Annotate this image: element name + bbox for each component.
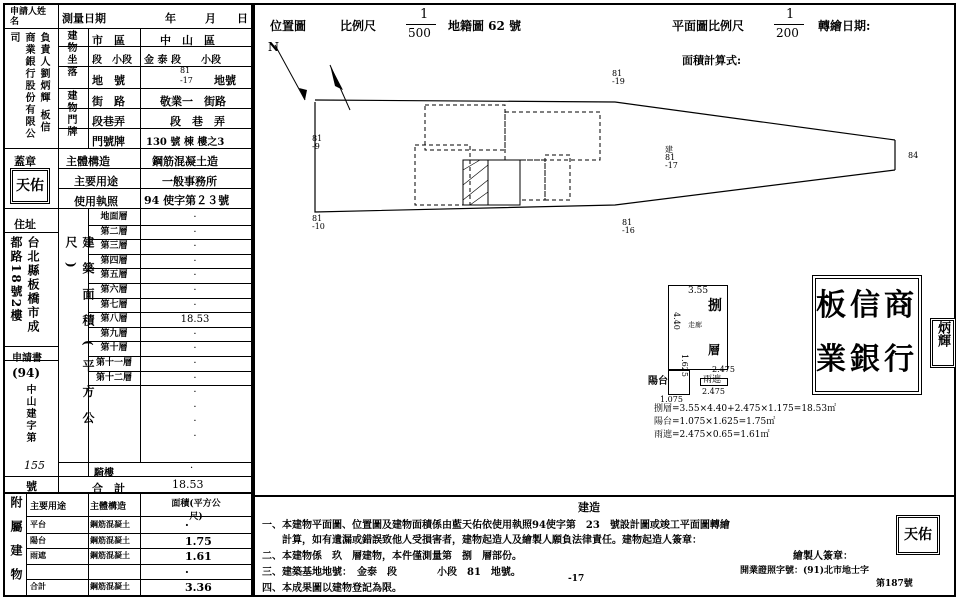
floor-label: 第二層	[100, 226, 128, 237]
annex-header-area: 面積(平方公尺)	[171, 499, 221, 522]
formula-3: 雨遮=2.475×0.65=1.61㎡	[654, 430, 770, 440]
scale-denominator: 500	[408, 26, 431, 40]
small-seal-text: 天佑	[904, 527, 932, 543]
lot-label: 地 號	[92, 74, 125, 87]
plan-dim-b2: 2.475	[712, 365, 735, 374]
north-arrow-head	[299, 88, 307, 100]
floor-label: 第三層	[100, 241, 128, 252]
floor-value: ·	[193, 226, 197, 238]
lot-boundary-bottom	[315, 102, 895, 212]
annex-use: 合計	[30, 581, 46, 591]
building-outline-3	[415, 145, 470, 205]
plan-dim-top: 3.55	[688, 286, 709, 296]
extra-floor-value: ·	[193, 401, 197, 413]
floor-label: 第七層	[100, 299, 128, 310]
extra-floor-value: ·	[193, 416, 197, 428]
floor-value: ·	[193, 285, 197, 296]
floor-label: 第十二層	[95, 372, 132, 383]
address-label: 住址	[14, 218, 36, 231]
street-label: 街 路	[92, 95, 125, 108]
plan-use: 走廊	[688, 321, 702, 329]
floor-label: 第六層	[100, 285, 128, 295]
plan-dim-b4: 2.475	[702, 387, 725, 396]
apply-handwritten: 155	[24, 459, 45, 472]
area-calc-title: 面積計算式:	[682, 54, 742, 67]
lot-label-84: 84	[908, 151, 919, 160]
annex-area: 1.75	[185, 534, 212, 548]
floor-value: ·	[193, 299, 197, 311]
floor-label: 第五層	[100, 270, 128, 281]
formula-2: 陽台=1.075×1.625=1.75㎡	[654, 417, 776, 427]
apply-suffix: 號	[26, 480, 37, 493]
floor-value: ·	[193, 358, 197, 369]
lot-label-81-19: 81 -19	[612, 69, 625, 86]
annex-use: 陽台	[30, 534, 46, 545]
lot-number: 81	[180, 66, 191, 75]
annex-area: 1.61	[185, 550, 212, 563]
section-value: 金 泰 段 小段	[144, 55, 221, 66]
lot-boundary-top	[315, 100, 895, 140]
drawer-signature: 繪製人簽章：	[793, 551, 853, 562]
lane-label: 段巷弄	[92, 115, 125, 128]
note-1b: 計算，如有遺漏或錯誤致他人受損害者，建物起造人及繪製人願負法律責任。建物起造人簽章：	[282, 535, 702, 546]
location-label: 建物坐落	[65, 30, 76, 78]
location-map-title: 位置圖	[270, 19, 307, 33]
structure-value: 鋼筋混凝土造	[152, 155, 218, 168]
lot-sub: -17	[180, 76, 193, 85]
floor-value: ·	[193, 212, 197, 223]
annex-area: 3.36	[185, 581, 212, 594]
floor-label: 第九層	[100, 328, 128, 339]
floor-plan-scale-title: 平面圖比例尺	[672, 19, 745, 33]
bank-seal	[812, 275, 922, 395]
cert-number-2: 第187號	[876, 579, 913, 589]
annex-use: 雨遮	[30, 550, 46, 560]
date-year-label: 年	[165, 12, 176, 25]
note-2: 二、本建物係 玖 層建物，本件僅測量第 捌 層部份。	[262, 551, 522, 562]
bank-seal-text: 板信商業銀行	[816, 288, 918, 377]
annex-area: ·	[185, 565, 189, 579]
total-value: 18.53	[172, 478, 204, 491]
permit-label: 使用執照	[74, 195, 118, 208]
building-unit-2	[488, 160, 520, 205]
small-seal	[896, 515, 940, 555]
applicant-label: 申請人姓名	[10, 7, 47, 27]
number-value: 130 號 棟 樓之3	[146, 137, 225, 148]
district-name: 中 山 區	[160, 34, 215, 47]
city-district-label: 市 區	[92, 34, 125, 47]
survey-date-label: 測量日期	[62, 12, 106, 25]
building-outline-1	[425, 105, 505, 150]
floor-label: 地面層	[100, 212, 128, 222]
annex-struct: 鋼筋混凝土	[90, 581, 130, 591]
use-value: 一般事務所	[162, 175, 217, 188]
plan-balcony-label: 陽台	[648, 376, 668, 387]
annex-header-struct: 主體構造	[90, 502, 127, 512]
total-label: 合 計	[92, 482, 125, 495]
note-1: 一、本建物平面圖、位置圖及建物面積係由藍天佑依使用執照94使字第 23 號設計圖或竣工平面圖轉繪	[262, 520, 730, 531]
north-label: N	[268, 40, 279, 54]
formula-1: 捌層=3.55×4.40+2.475×1.175=18.53㎡	[654, 404, 837, 414]
note-4: 四、本成果圖以建物登記為限。	[262, 583, 402, 594]
annex-struct: 鋼筋混凝土	[90, 519, 130, 529]
floor-value: ·	[193, 241, 197, 253]
floor-value: ·	[193, 270, 197, 282]
applicant-name: 負責人劉炳輝 板信商業銀行股份有限公司	[8, 32, 49, 140]
annex-use: 平台	[30, 519, 46, 529]
balcony-label: 騎樓	[94, 468, 114, 479]
building-unit-hatched	[463, 160, 488, 205]
fp-scale-denominator: 200	[776, 26, 799, 40]
door-label: 建物門牌	[65, 90, 76, 138]
floor-label: 第四層	[100, 255, 128, 266]
building-outline-2	[505, 112, 600, 160]
lot-label-81-9: 81 -9	[312, 134, 323, 151]
plan-canopy-label: 雨遮	[703, 375, 722, 385]
floor-label: 第十層	[100, 343, 128, 354]
floor-label: 第八層	[100, 314, 128, 325]
floor-value: ·	[193, 255, 197, 267]
annex-struct: 鋼筋混凝土	[90, 550, 130, 560]
floor-value: ·	[193, 343, 197, 355]
annex-struct: 鋼筋混凝土	[90, 534, 130, 545]
permit-value: 94 使字第２３號	[144, 194, 230, 207]
seal-label: 蓋章	[14, 155, 36, 168]
left-seal	[10, 168, 50, 204]
scale-numerator: 1	[420, 7, 429, 22]
north-arrow-line	[275, 45, 305, 100]
street-value: 敬業一 街路	[160, 95, 226, 108]
date-month-label: 月	[205, 12, 216, 25]
apply-year: (94)	[12, 366, 41, 380]
edge-seal-text: 炳輝	[935, 321, 950, 347]
plan-dim-b3: 1.625	[680, 354, 689, 377]
balcony-value: ·	[190, 463, 194, 474]
area-label: 建築面積(平方公尺)	[64, 236, 95, 438]
plan-dim-side: 4.40	[672, 312, 681, 330]
cert-number: 開業證照字號：(91)北市地士字	[740, 566, 870, 576]
edge-seal	[930, 318, 956, 368]
date-day-label: 日	[237, 12, 248, 25]
note-3b: -17	[568, 574, 585, 584]
annex-header-use: 主要用途	[30, 502, 67, 512]
section-label: 段 小段	[92, 55, 132, 66]
location-map	[255, 40, 945, 270]
floor-value: ·	[193, 328, 197, 340]
extra-floor-value: ·	[193, 387, 197, 399]
extra-floor-value: ·	[193, 431, 197, 442]
north-arrow-shaft	[330, 65, 350, 110]
left-seal-text: 天佑	[16, 178, 44, 194]
lane-value: 段 巷 弄	[170, 115, 225, 128]
plan-floor-label: 捌	[708, 298, 722, 314]
use-label: 主要用途	[74, 175, 118, 188]
lot-label-81-10: 81 -10	[312, 214, 325, 231]
structure-label: 主體構造	[66, 155, 110, 168]
cadastral-label: 地籍圖 62 號	[448, 19, 522, 33]
lot-suffix: 地號	[214, 74, 236, 87]
notes-title: 建造	[578, 501, 600, 514]
fp-scale-numerator: 1	[786, 7, 795, 22]
floor-value: 18.53	[180, 314, 210, 326]
plan-floor-label-2: 層	[708, 343, 721, 357]
building-unit-4	[545, 155, 570, 200]
floor-value: ·	[193, 372, 197, 384]
address-value: 台北縣板橋市成都路18號2樓	[9, 236, 40, 334]
building-unit-3	[520, 160, 545, 200]
lot-label-81-17: 建 81 -17	[665, 145, 678, 170]
annex-area: ·	[185, 519, 189, 532]
plan-dim-b1: 1.075	[660, 395, 683, 404]
number-label: 門號牌	[92, 135, 125, 148]
note-3: 三、建築基地地號： 金泰 段 小段 81 地號。	[262, 567, 521, 578]
apply-no: 中山建字第	[24, 384, 35, 444]
floor-label: 第十一層	[95, 358, 132, 368]
annex-label: 附屬建物	[9, 496, 23, 592]
apply-label: 申請書	[12, 353, 42, 364]
transfer-date: 轉繪日期:	[818, 19, 871, 33]
scale-label: 比例尺	[340, 19, 377, 33]
lot-label-81-16: 81 -16	[622, 218, 635, 235]
